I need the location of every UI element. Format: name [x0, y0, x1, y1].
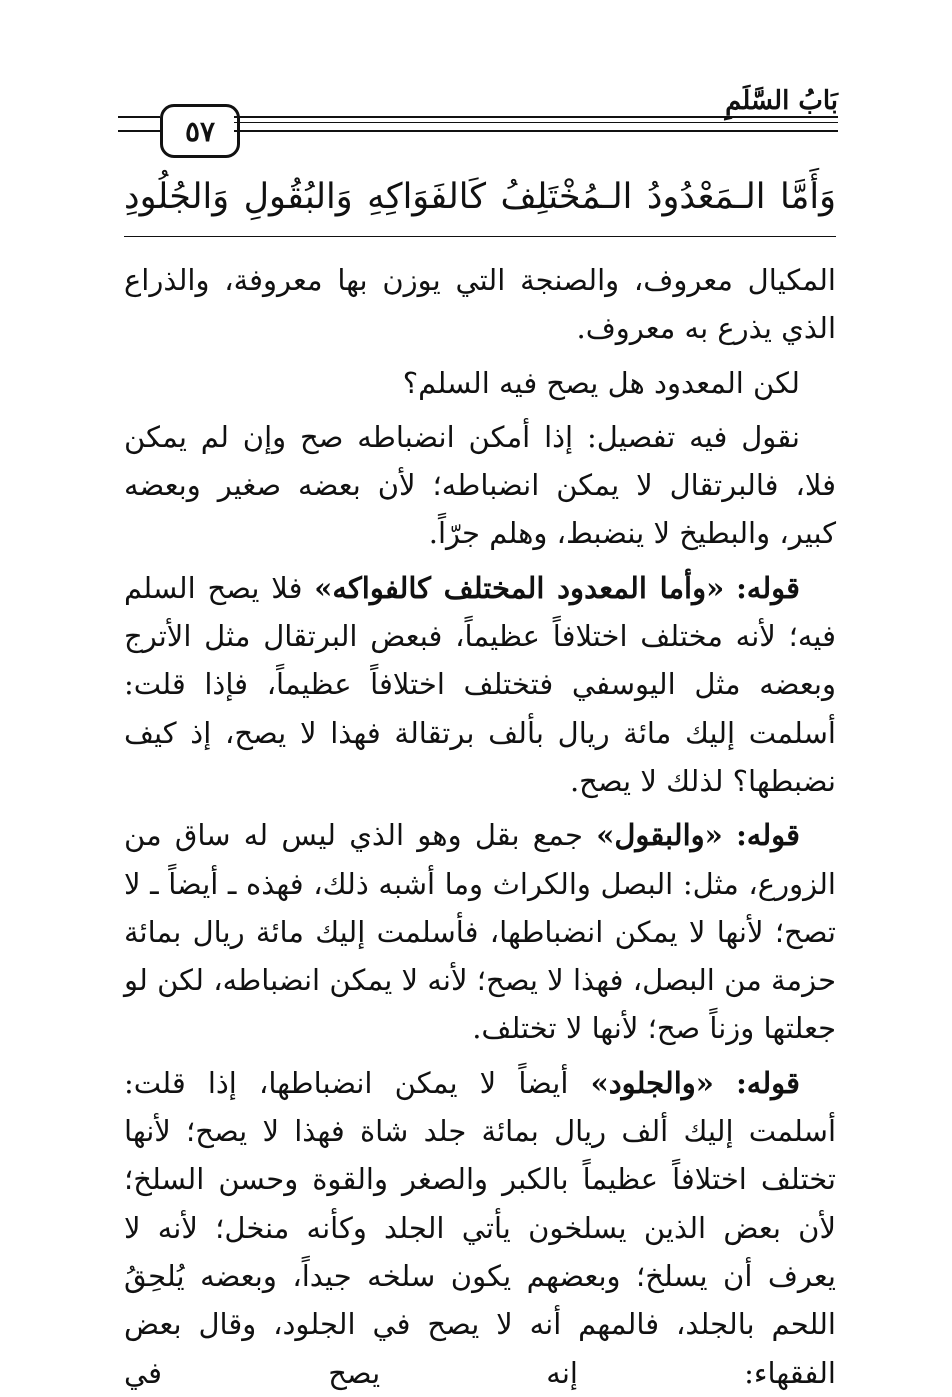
qawluhu-label: قوله: — [736, 818, 801, 853]
chapter-title: بَابُ السَّلَمِ — [725, 86, 838, 116]
matn-quote: «وأما المعدود المختلف كالفواكه» — [314, 570, 725, 605]
header-rule-right-middle — [234, 122, 838, 123]
qawluhu-label: قوله: — [736, 1065, 800, 1100]
page-header — [118, 86, 838, 162]
paragraph-text: فلا يصح السلم فيه؛ لأنه مختلف اختلافاً عظيماً، فبعض البرتقال مثل الأترج وبعضه مثل اليوسفي فتختلف اختلافاً عظيماً، فإذا قلت: أسلمت إليك مائة ريال بألف برتقالة فهذا لا يصح، إذ كيف نضبطها؟ لذلك لا يصح. — [124, 570, 836, 798]
paragraph — [124, 256, 836, 353]
matn-quote: «والجلود» — [590, 1065, 714, 1100]
header-rule-right-top — [234, 116, 838, 118]
matn-text: وَأَمَّا الـمَعْدُودُ الـمُخْتَلِفُ كَالفَوَاكِهِ وَالبُقُولِ وَالجُلُودِ — [124, 177, 836, 217]
paragraph-text: نقول فيه تفصيل: إذا أمكن انضباطه صح وإن لم يمكن فلا، فالبرتقال لا يمكن انضباطه؛ لأن بعضه صغير وبعضه كبير، والبطيخ لا ينضبط، وهلم جرّاً. — [124, 419, 836, 551]
matn-separator — [124, 236, 836, 237]
paragraph — [124, 413, 836, 558]
qawluhu-label: قوله: — [736, 570, 800, 605]
paragraph — [124, 359, 836, 407]
page-number: ٥٧ — [160, 104, 240, 158]
paragraph — [124, 564, 836, 805]
paragraph-text: جمع بقل وهو الذي ليس له ساق من الزورع، مثل: البصل والكراث وما أشبه ذلك، فهذه ـ أيضاً ـ لا تصح؛ لأنها لا يمكن انضباطها، فأسلمت إليك مائة ريال بمائة حزمة من البصل، فهذا لا يصح؛ لأنه لا يمكن انضباطه، لكن لو جعلتها وزناً صح؛ لأنها لا تختلف. — [124, 818, 836, 1046]
paragraph — [124, 811, 836, 1052]
matn-quote: «والبقول» — [596, 818, 723, 853]
commentary-body — [124, 256, 836, 1397]
paragraph-text: أيضاً لا يمكن انضباطها، إذا قلت: أسلمت إليك ألف ريال بمائة جلد شاة فهذا لا يصح؛ لأنها تختلف اختلافاً عظيماً بالكبر والصغر والقوة وحسن السلخ؛ لأن بعض الذين يسلخون يأتي الجلد وكأنه منخل؛ لأنه لا يعرف أن يسلخ؛ وبعضهم يكون سلخه جيداً، وبعضه يُلحِقُ اللحم بالجلد، فالمهم أنه لا يصح في الجلود، وقال بعض الفقهاء: إنه يصح في — [124, 1065, 836, 1390]
header-rule-left-top — [118, 116, 160, 118]
header-rule-right-bottom — [234, 130, 838, 132]
paragraph — [124, 1059, 836, 1397]
header-rule-left-bottom — [118, 130, 160, 132]
paragraph-text: لكن المعدود هل يصح فيه السلم؟ — [402, 365, 800, 400]
paragraph-text: المكيال معروف، والصنجة التي يوزن بها معروفة، والذراع الذي يذرع به معروف. — [124, 263, 836, 346]
